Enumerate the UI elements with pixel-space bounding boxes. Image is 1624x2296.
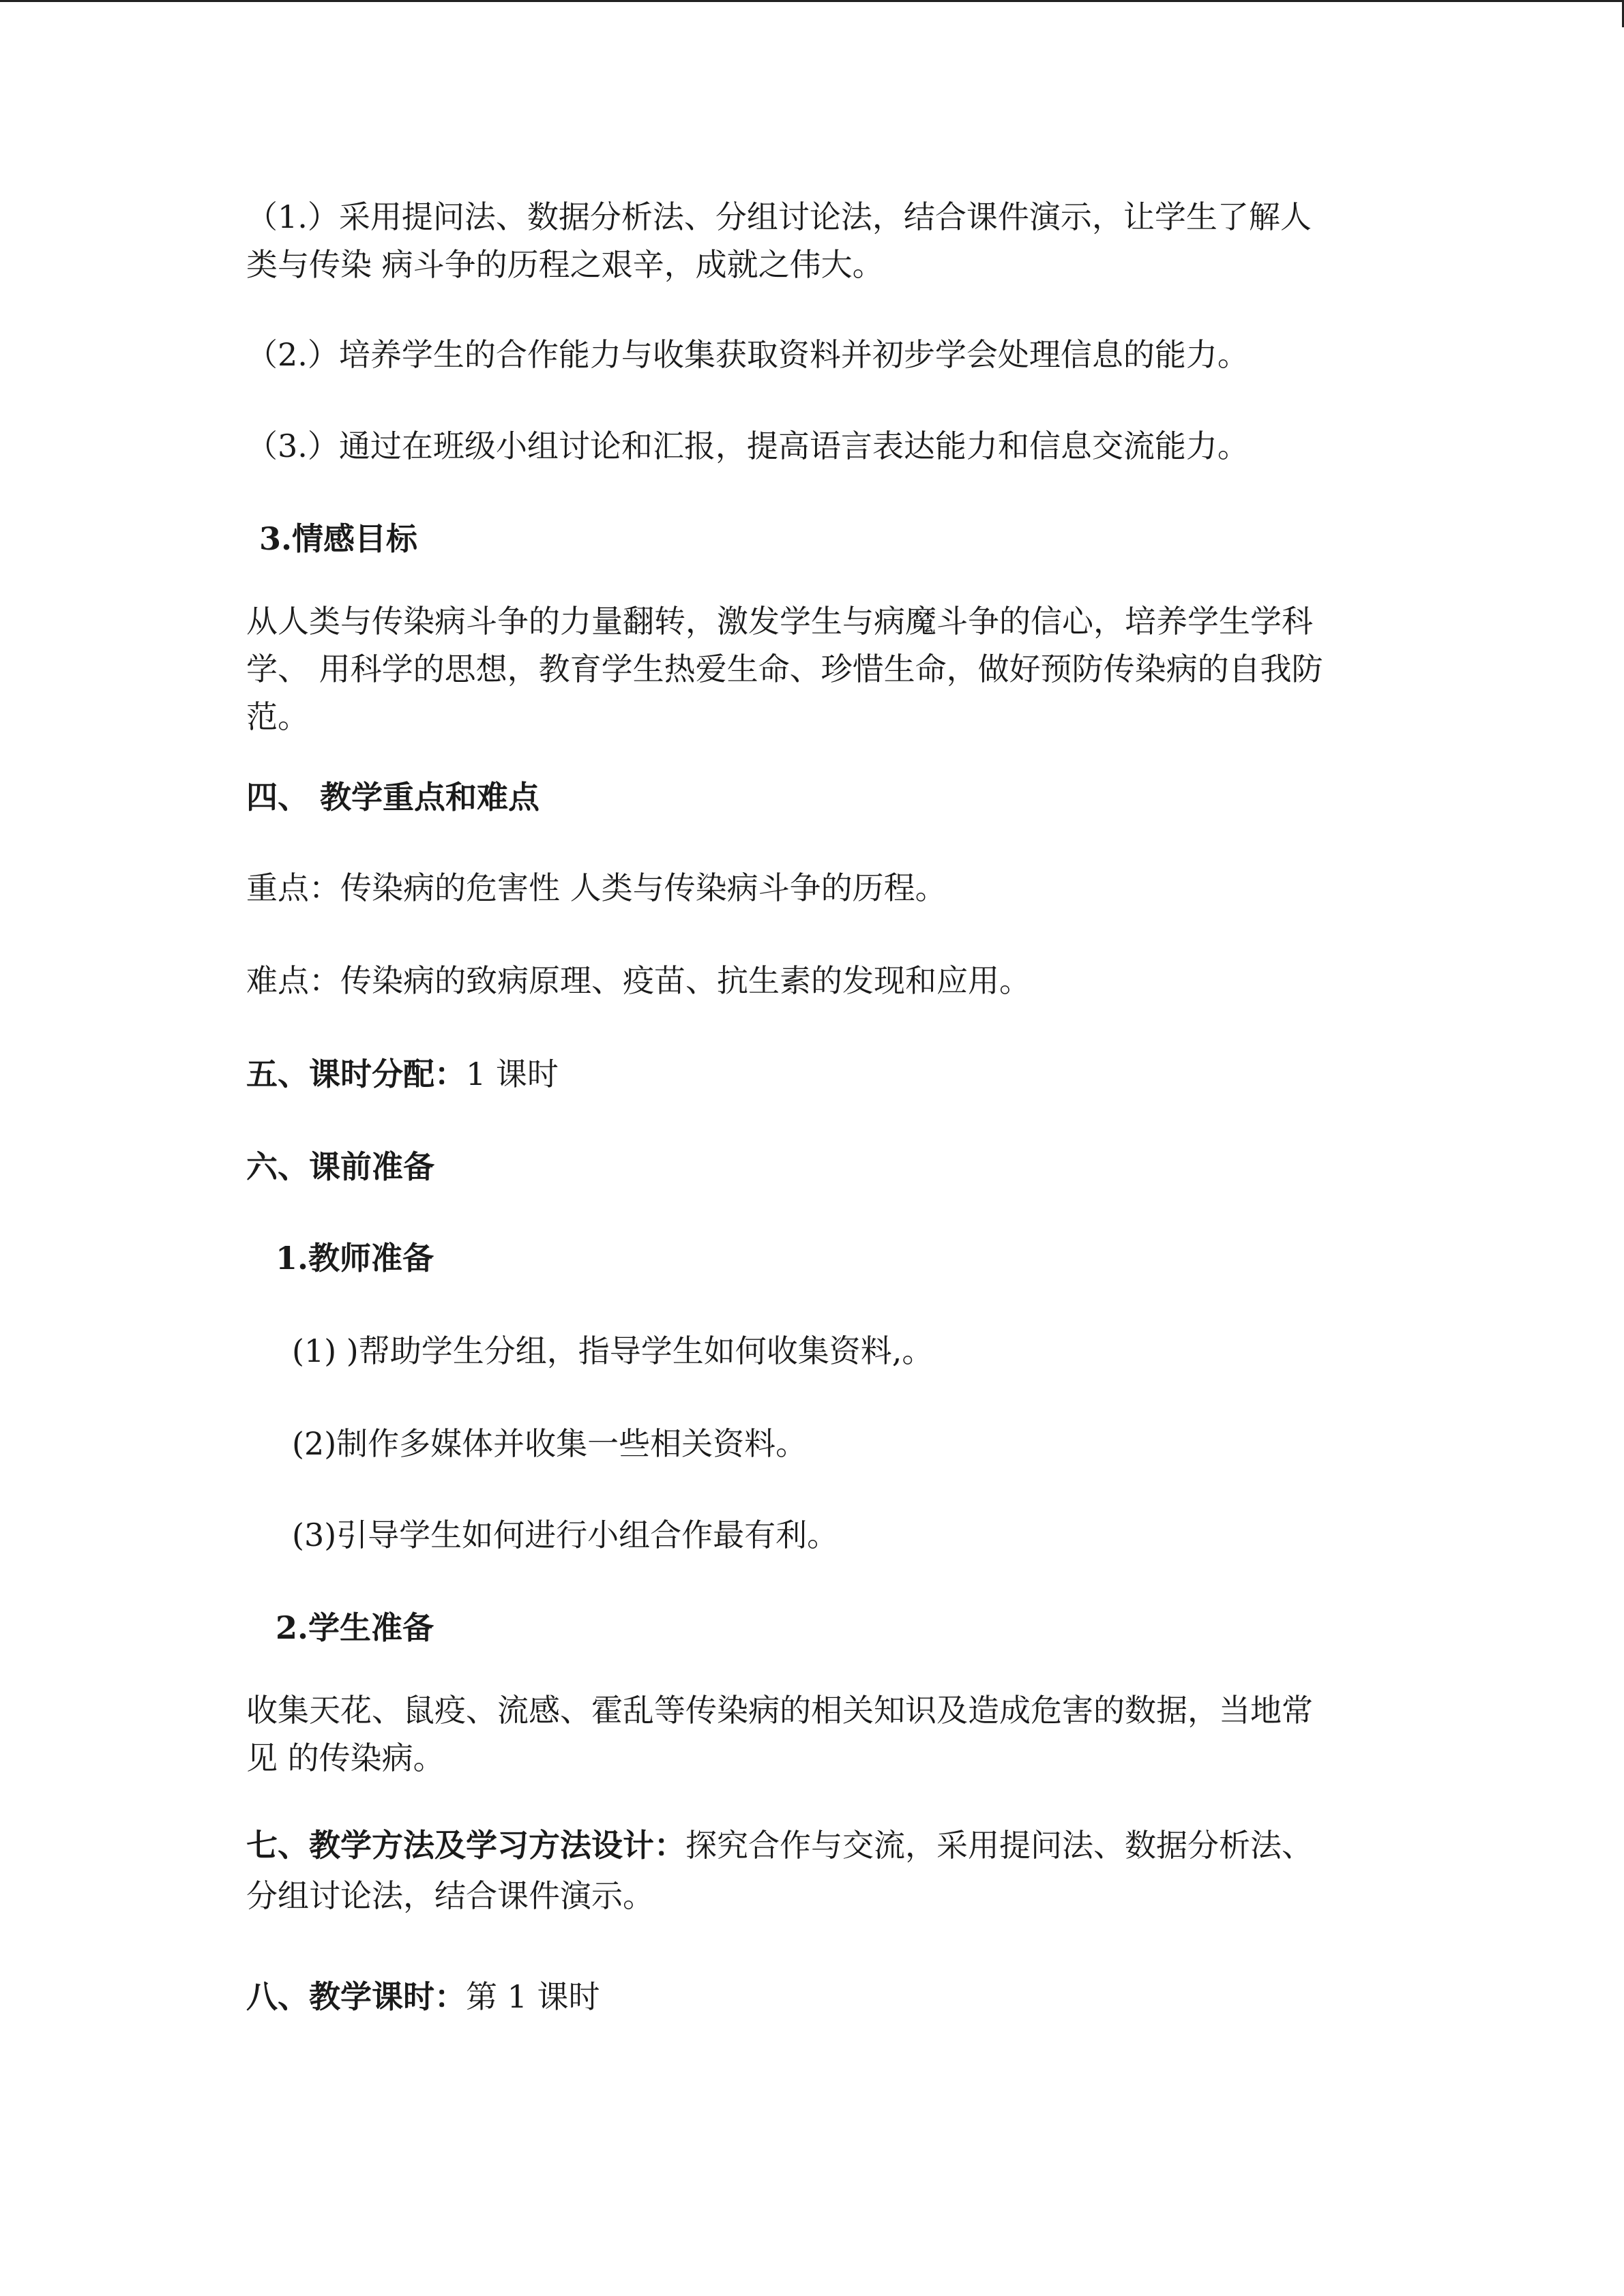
teaching-methods-line-1 bbox=[246, 1821, 1392, 1869]
paragraph-emotion-line-2: 学、 用科学的思想，教育学生热爱生命、珍惜生命，做好预防传染病的自我防 bbox=[246, 651, 1323, 687]
teaching-methods-line-2: 分组讨论法，结合课件演示。 bbox=[246, 1877, 654, 1914]
paragraph-student-prep-line-2: 见 的传染病。 bbox=[246, 1740, 445, 1776]
heading-teaching-session bbox=[246, 1973, 1392, 2021]
paragraph-student-prep-line-1: 收集天花、鼠疫、流感、霍乱等传染病的相关知识及造成危害的数据，当地常 bbox=[246, 1692, 1313, 1729]
paragraph-student-prep bbox=[246, 1686, 1392, 1782]
teaching-methods-label: 七、教学方法及学习方法设计： bbox=[246, 1827, 685, 1864]
paragraph-method-3: （3.）通过在班级小组讨论和汇报，提高语言表达能力和信息交流能力。 bbox=[246, 428, 1249, 464]
difficulty-text: 难点：传染病的致病原理、疫苗、抗生素的发现和应用。 bbox=[246, 962, 1031, 999]
teacher-prep-item-3: (3)引导学生如何进行小组合作最有利。 bbox=[292, 1517, 839, 1553]
paragraph-method-1-line-2: 类与传染 病斗争的历程之艰辛，成就之伟大。 bbox=[246, 246, 884, 283]
heading-teaching-methods bbox=[246, 1821, 1392, 1920]
heading-hour-allocation bbox=[246, 1050, 1392, 1098]
paragraph-emotion-line-3: 范。 bbox=[246, 698, 309, 735]
heading-student-preparation: 2.学生准备 bbox=[276, 1609, 434, 1646]
paragraph-emotion-line-1: 从人类与传染病斗争的力量翻转，激发学生与病魔斗争的信心，培养学生学科 bbox=[246, 603, 1313, 640]
heading-emotion-goal: 3.情感目标 bbox=[259, 520, 418, 557]
key-point-text: 重点：传染病的危害性 人类与传染病斗争的历程。 bbox=[246, 869, 947, 906]
heading-key-points: 四、 教学重点和难点 bbox=[246, 779, 540, 816]
teaching-session-value: 第 1 课时 bbox=[466, 1978, 600, 2015]
paragraph-method-1 bbox=[246, 193, 1392, 288]
paragraph-emotion bbox=[246, 597, 1392, 741]
hour-allocation-value: 1 课时 bbox=[466, 1056, 559, 1092]
heading-teacher-preparation: 1.教师准备 bbox=[276, 1240, 434, 1277]
teacher-prep-item-1: (1) )帮助学生分组，指导学生如何收集资料,。 bbox=[292, 1332, 934, 1369]
teaching-methods-value: 探究合作与交流，采用提问法、数据分析法、 bbox=[685, 1827, 1313, 1864]
paragraph-method-1-line-1: （1.）采用提问法、数据分析法、分组讨论法，结合课件演示，让学生了解人 bbox=[246, 198, 1312, 235]
hour-allocation-label: 五、课时分配： bbox=[246, 1056, 466, 1092]
heading-preparation: 六、课前准备 bbox=[246, 1148, 434, 1185]
teaching-session-label: 八、教学课时： bbox=[246, 1978, 466, 2015]
teacher-prep-item-2: (2)制作多媒体并收集一些相关资料。 bbox=[292, 1425, 808, 1462]
paragraph-method-2: （2.）培养学生的合作能力与收集获取资料并初步学会处理信息的能力。 bbox=[246, 336, 1249, 373]
